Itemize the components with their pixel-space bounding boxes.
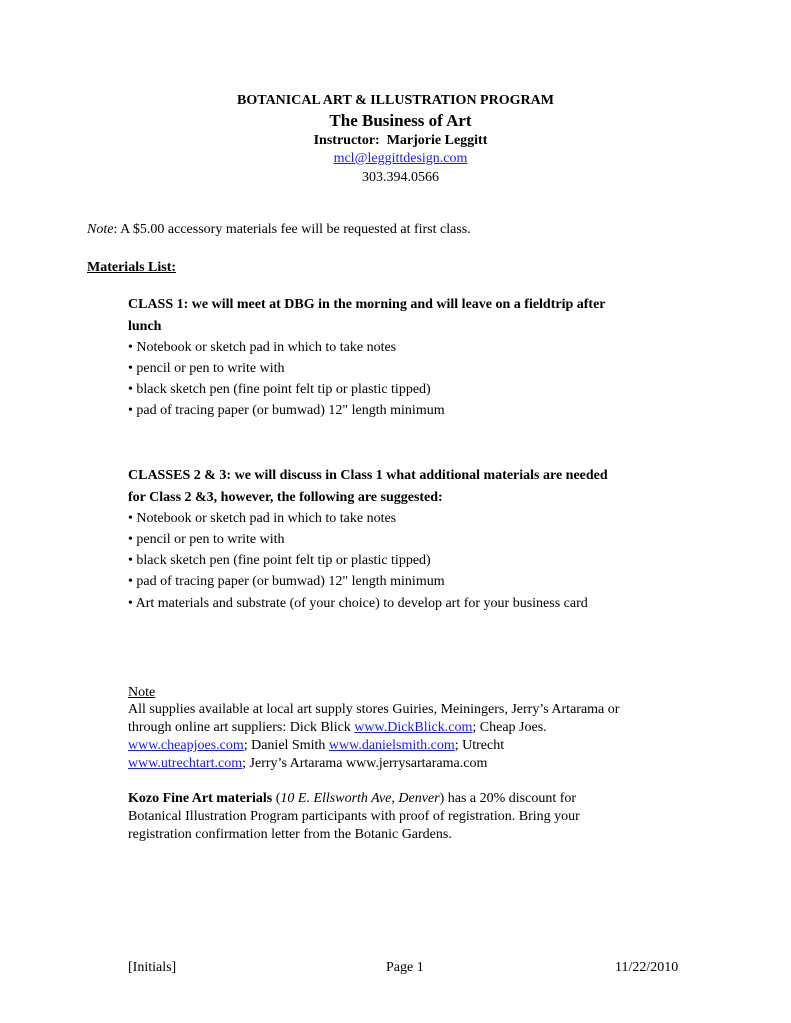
kozo-address: 10 E. Ellsworth Ave, Denver [280, 791, 440, 806]
program-title: BOTANICAL ART & ILLUSTRATION PROGRAM [237, 93, 554, 108]
supplies-text: through online art suppliers: Dick Blick [128, 720, 355, 735]
class1-heading-line1: CLASS 1: we will meet at DBG in the morning and will leave on a fieldtrip after [128, 297, 606, 312]
supplies-note-label: Note [128, 685, 156, 700]
materials-list-heading: Materials List: [87, 260, 177, 275]
class23-item: • pencil or pen to write with [128, 532, 285, 547]
class1-item: • pad of tracing paper (or bumwad) 12" length minimum [128, 403, 445, 418]
supplies-note-line1: All supplies available at local art supply stores Guiries, Meiningers, Jerry’s Artarama or [128, 702, 620, 717]
dickblick-link[interactable]: www.DickBlick.com [354, 720, 473, 735]
instructor-line [0, 132, 791, 151]
instructor-name: Marjorie Leggitt [386, 133, 488, 148]
email-line [0, 150, 791, 169]
class23-item: • Art materials and substrate (of your choice) to develop art for your business card [128, 596, 588, 611]
utrecht-link[interactable]: www.utrechtart.com [128, 756, 243, 771]
fee-note-label: Note [87, 222, 114, 237]
class1-item: • black sketch pen (fine point felt tip or plastic tipped) [128, 382, 431, 397]
supplies-note-line4 [128, 755, 487, 774]
kozo-text: ( [272, 791, 281, 806]
supplies-text: ; Daniel Smith [243, 738, 329, 753]
footer-initials: [Initials] [128, 960, 177, 975]
kozo-line3: registration confirmation letter from the Botanic Gardens. [128, 827, 452, 842]
class23-item: • black sketch pen (fine point felt tip or plastic tipped) [128, 553, 431, 568]
supplies-note-line3 [128, 737, 504, 756]
instructor-phone: 303.394.0566 [362, 170, 439, 185]
footer-date: 11/22/2010 [615, 960, 679, 975]
kozo-text: ) has a 20% discount for [439, 791, 577, 806]
class23-item: • pad of tracing paper (or bumwad) 12" length minimum [128, 574, 445, 589]
kozo-name: Kozo Fine Art materials [128, 791, 273, 806]
class1-heading-line2: lunch [128, 319, 162, 334]
class1-item: • pencil or pen to write with [128, 361, 285, 376]
class23-item: • Notebook or sketch pad in which to take notes [128, 511, 397, 526]
fee-note-text: : A $5.00 accessory materials fee will be requested at first class. [113, 222, 471, 237]
instructor-label: Instructor: [313, 133, 380, 148]
class23-heading-line1: CLASSES 2 & 3: we will discuss in Class 1 what additional materials are needed [128, 468, 608, 483]
cheapjoes-link[interactable]: www.cheapjoes.com [128, 738, 244, 753]
course-title: The Business of Art [329, 111, 472, 130]
supplies-text: ; Jerry’s Artarama www.jerrysartarama.com [242, 756, 488, 771]
fee-note [87, 221, 471, 240]
kozo-line2: Botanical Illustration Program participants with proof of registration. Bring your [128, 809, 580, 824]
footer-page-number: Page 1 [386, 960, 424, 975]
supplies-text: ; Cheap Joes. [472, 720, 547, 735]
class1-item: • Notebook or sketch pad in which to take notes [128, 340, 397, 355]
instructor-email-link[interactable]: mcl@leggittdesign.com [333, 151, 468, 166]
class23-heading-line2: for Class 2 &3, however, the following are suggested: [128, 490, 443, 505]
kozo-line1 [128, 790, 576, 809]
supplies-text: ; Utrecht [454, 738, 505, 753]
supplies-note-line2 [128, 719, 547, 738]
danielsmith-link[interactable]: www.danielsmith.com [328, 738, 455, 753]
